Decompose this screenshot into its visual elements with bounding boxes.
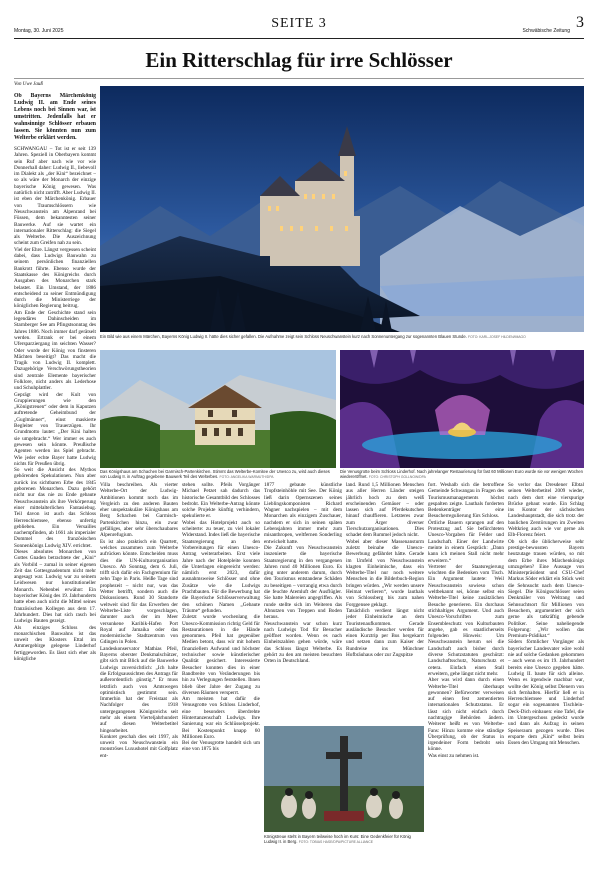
paragraph: So weit die Ansicht des Mythos gehörenden Spekulationen. Nun aber zurück ins sichtbaren Erbe des 1845 geborenen Monarchen. Dazu gehört nicht nur das nie zu Ende gebaute Neuschwanstein als ihre Verkörperung einer mittelalterlichen Fantasiebug. Teil davon ist auch das Schloss Herrenchiemsee, ebenso unfertig geblieben. Ein Versailles nachempfinden, ab 1661 als imperialer Dommel des französischen Sonnenkönigs Ludwig XIV. errichtet.: [14, 467, 96, 549]
title-rule: [14, 78, 584, 79]
page-header: [14, 14, 584, 36]
venusgrotte-caption: [340, 469, 584, 479]
venusgrotte-illustration: [340, 350, 584, 468]
article-column-3: stehen sollte. Pfeils Vorgänger Michael Petzet sah dadurch das historische Gesamtbild des Schlosses bedroht. Ein Welterbe-Antrag könnte solche Projekte künftig verhindern, spekulierte er. Wobei das Hotelprojekt auch so scheiterte: zu teuer, zu viel lokaler Widerstand. Indes ließ die bayerische Staatsregierung an den Vorbereitungen für einen Unesco-Antrag weiterarbeiten. Erst viele Jahre nach der Hotelpleite konnten die Unterlagen eingereicht werden: nämlich erst 2023, dafür ausnahmsweise Schlösser und ohne Zusätze wie die Ludwigs Prachtbauten. Für die Bewerbung hat die Bayerische Schlösserverwaltung den schönen Namen „Gebaute Träume“ gefunden. Zuletzt wurde wochenlang die Unesco-Kommission richtig Geld für Restaurationen in die Hände genommen. Pfeil hat gegenüber Medien betont, dass wir mit hohem finanziellem Aufwand und höchster technischer sowie künstlerischer Qualität gesichert. Interessierte Besucher konnten dies in einer Bandbreite von Veränderungen bis hin zu Verlegungen feststellen. Ihnen blieb über Jahre der Zugang zu diversen Räumen versperrt. Am meisten hat dafür die Venusgrotte von Schloss Linderhof, eine besonders überdrehte Hintertanzenschaft Ludwigs. Ihre Sanierung war ein Schlüsselprojekt. Bei Kostenpunkt: knapp 60 Millionen Euro. Bei der Venusgrotte handelt sich um eine von 1875 bis: [182, 482, 260, 753]
main-photo-caption: [100, 334, 584, 345]
neuschwanstein-photo: [100, 86, 584, 332]
article-title: Ein Ritterschlag für irre Schlösser: [145, 48, 453, 72]
gedenkfeier-caption: [264, 834, 424, 854]
koenigshaus-caption: [100, 469, 336, 479]
koenigshaus-illustration: [100, 350, 336, 468]
neuschwanstein-illustration: [100, 86, 584, 332]
venusgrotte-photo: [340, 350, 584, 468]
paragraph: Geprägt wird der Kult von Gruppierungen wie den „Königstreuen“ oder dem in Kaputzen auftretende Geheimbund der „Guglmänner“, einst maskierte Begleiter von Trauerzügen. Ihr Grundmotto lautet: „Der Kini halten sie umgebracht.“ Wer immer es auch gewesen sein könnte. Preußische Agenten werden ins Spiel gebracht. Wie jeder echte Bayer hatte Ludwig nichts für Preußen übrig.: [14, 391, 96, 467]
article-column-2: Villa beschreiben. Als vierter Welterbe-Ort der Ludwig-Ambitionen kommt noch das im Vergleich zu den anderen Bauten eher unspektakuläre Königshaus am Berg Schachen bei Garmisch-Partenkirchen hinzu, ein zwar gefälliges, aber sehr überschaubares Alpenrefugium. Es ist also praktisch ein Quartett, welches zusammen zum Welterbe aufrücken könnte. Entscheiden muss dies die UN-Kulturorganisation Unesco. Ab Sonntag, dem 6. Juli, trifft sich dafür ein Fachgremium für zehn Tage in Paris. Heiße Tage sind prophezeit – nicht nur, was das Wetter betrifft, sondern auch die Diskussionen. Rund 30 Standorte weltweit sind für das Erwerben der Welterbe-Liste vorgeschlagen, darunter auch der im Meer versunkene Karibik-Hafen Port Royal auf Jamaika oder das modernistische Stadtzentrum von Gdingen in Polen. Landeskonservator Mathias Pfeil, Bayerns oberster Denkmalschützer, gibt sich mit Blick auf die Bauwerke Ludwigs zuversichtlich: „Ich halte die Erfolgsaussichten des Antrags für außerordentlich günstig.“ Er muss letztlich auch von Amtswegen optimistisch gestimmt sein. Immerhin hat der Freistaat als Nachfolger des 1918 untergegangenen Königsreichs seit mehr als einem Vierteljahrhundert auf diesen Welterbetitel hingearbeitet. Konkret geschah dies seit 1997, als unweit von Neuschwanstein ein monströses Luxushotel mit Golfplatz ent-: [100, 482, 178, 759]
article-lead: Ob Bayerns Märchenkönig Ludwig II. am Ende seines Lebens noch bei Sinnen war, ist umstritten. Jedenfalls hat er wahnsinnige Schlösser erbauen lassen. Sie könnten nun zum Welterbe erklärt werden.: [14, 93, 96, 141]
article-column-5: land. Rund 1,5 Millionen Menschen aus aller Herren Länder steigen jährlich hoch zu dem weiß erscheinenden Gemäuer – oder lassen sich auf Pferdekutschen hinauf chauffieren. Letzteres zwar zum Ärger diverser Tierschutzorganisationen. Dies schadet dem Rummel jedoch nicht. Wobei aber dieser Massenansturm zuletzt beinahe die Unesco-Bewerbung gefährdet hätte. Gerade im Umfeld von Neuschwanstein klagten Einheimische, dass ein Welterbe-Titel nur noch weitere Menschen in die Bilderbuch-Region bringen würden. „Wir werden unsere Heimat verlieren“, wurde lauthals von Schlossberg bis zum nahen Forggensee geklagt. Tatsächlich verdient längst nicht jeder Einheimische an dem Touristenaufkommen. Gerade ausländische Besucher werden für einen Kurztrip per Bus hergekarrt und setzen dann zum Kaiser der Rundreise ins Münchner Hofbräuhaus oder zur Zugspitze: [346, 482, 424, 659]
paragraph: SCHWANGAU – Tot ist er seit 139 Jahren. Speziell in Oberbayern kommt sein Ruf aber nach wie vor wie Donnerhall daher: Ludwig II., liebevoll im Dialekt als „der Kini“ bezeichnet – so als wäre der Monarch der einzige bayerische König gewesen. Was natürlich nicht zutrifft. Aber Ludwig II. ist eben der Märchenkönig. Erbauer von Traumschlössern wie Neuschwanstein am Alpenrand bei Füssen, dem bekanntesten seiner Bauwerke. Auf sie wartet ein internationaler Ritterschlag: die Siegel als Welterbe. Die Auszeichnung scheint zum Greifen nah zu sein.: [14, 146, 96, 247]
caption-text: Das Königshaus am Schachen bei Garmisch-Partenkirchen. Stimmt das Welterbe-Komitee der Unesco zu, wird auch dieses von Ludwig II. in Auftrag gegebene Bauwerk Teil des Welterbes.: [100, 469, 330, 479]
koenigshaus-photo: [100, 350, 336, 468]
photo-credit: FOTO: KARL-JOSEF HILDEN/IMAGO: [468, 335, 526, 339]
gedenkfeier-illustration: [264, 726, 424, 832]
newspaper-name: Schwäbische Zeitung: [522, 28, 570, 34]
photo-credit: FOTO: TOBIAS HASE/DPA/PICTURE ALLIANCE: [298, 840, 374, 844]
header-rule: [14, 38, 584, 39]
paragraph: Dieses absolutes Monarchen von Gottes Gnaden betrachtete der „Kini“ als Vorbild – zumal in seiner eigenen Zeit das Gottesgnadentum nicht mehr angesagt war. Ludwig war zu seinem Leidwesen nur konstitutioneller Monarch. Nebenbei erwähnt: Ein bayerischer König des 19. Jahrhunderts hatte eben auch nicht die Mittel seines französischen Kollegen aus dem 17. Jahrhundert. Dies hat sich rasch bei Ludwigs Bauten gezeigt.: [14, 549, 96, 625]
caption-text: Die Venusgrotte beim Schloss Linderhof. Nach jahrelanger Restaurierung für fast 60 Millionen Euro wurde sie vor wenigen Wochen wiedereröffnet.: [340, 469, 583, 479]
photo-credit: FOTO: ANGELIKA WARMUTH/DPA: [219, 475, 274, 479]
gedenkfeier-photo: [264, 726, 424, 832]
photo-credit: FOTO: CHRISTOPH GOLLNOW/DPA: [368, 475, 426, 479]
paragraph: Am Ende der Geschichte stand sein legendäres Dahinscheiden im Starnberger See am Pfingstsonntag des Jahres 1886. Noch immer darf gerätselt werden. Ertrank er bei einem Ufersparziergang im seichten Wasser? Oder wurde der König von finsteren Mächten beseitigt? Das macht die Tragik von Ludwig II. komplett. Dazugehörige Verschwörungstheorien sind zentrale Elemente bayerischer Folklore, nicht anders als Lederhose und Schuhplattler.: [14, 309, 96, 392]
author-line: Von Uwe Jauß: [14, 82, 43, 87]
article-column-7: So verlor das Dresdener Elbtal seinen Welterbetitel 2009 wieder, nach dem dort eine vierspurige Brücke gebaut wurde. Ein Schlag ins Kontor der sächsischen Landeshauptstadt, die sich trotz der baulichen Zerstörungen im Zweiten Weltkrieg auch wie vor gerne als Elb-Florenz feiert. Ob sich die üblicherweise sehr prestige-bewussten Bayern heutzutage trauen würden, so mit dem Erbe ihres Märchenkönigs umzugehen? Eine Aussage von Ministerpräsident und CSU-Chef Markus Söder erklärt ein Stück weit die Sehnsucht nach dem Unesco-Siegel. Die Königsschlösser seien Denkmäler von Weltrang und Sehnsuchtsort für Millionen von Besuchern, argumentiert der sich gerne als tatkräftig gebende Politiker. Seine naheliegende Folgerung: „Wir wollen das Premium-Prädikat.“ Söders förmlicher Vorgänger als bayerischer Landesvater wäre wohl nie auf solche Gedanken gekommen – auch wenn es im 19. Jahrhundert bereits eine Unesco gegeben hätte. Ludwig II. baute für sich alleine. Wenn es irgendwie machbar war, wollte der König selbst Dienern von sich fernhalten. Hierfür ließ er in Herrenchiemsee und Linderhof sogar ein sogenannten Tischlein-Deck-Dich einbauen: eine Tafel, die im Untergeschoss gedeckt wurde und dann als Aufzug in seinen Speiseraum gezogen wurde. Dies ersparte dem „Kini“ selbst beim Essen den Umgang mit Menschen.: [508, 482, 584, 747]
paragraph: Als einziges Schloss des monarchischen Bauwahns ist das unweit des Klosters Ettal im Ammergebirge gelegene Linderhof fertiggeworden. Es lässt sich eher als königliche: [14, 624, 96, 663]
caption-text: Königstreue steht in Bayern teilweise hoch im Kurs: Eine Gedenkfeier für König Ludwig II. in Berg.: [264, 834, 411, 844]
article-column-6: fort. Weshalb sich die betroffene Gemeinde Schwangau in Fragen des Tourismusmanagements höchst gespalten zeigte. Lauthals forderten Bedenkenträger eine Besucherregulierung fürs Schloss. Örtliche Bauern sprangen auf den Protestzug auf. Sie befürchteten Unesco-Vorgaben für Felder und Landschaft. Einer der Landwirte meinte in einem Gespräch: „Dann kann ich meinen Stall nicht mehr erweitern.“ Vertreter der Staatsregierung wischten die Bedenken vom Tisch. Ein Argument lautete: Weil Neuschwanstein sowieso schon weltbekannt sei, könne selbst ein Welterbe-Titel keine zusätzlichen Besuche generieren. Ein durchaus stichhaltiges Argument. Und auch Unesco-Vorschriften zum Ensembleschutz von Kulturbauten angehe, gab es staatlicherseits folgenden Hinweis: Um Neuschwanstein herum sei die Landschaft auch bisher durch diverse Schutzstatuten geschützt: Landschaftsschutz, Naturschutz et cetera. Einfach einen Stall erweitern, gehe längst nicht mehr. Aber was wird dann durch einen Welterbe-Titel überhaupt gewonnen? Befürworter verweisen auf einen fest zementierten internationalen Schutzstatus. Er lässt sich nicht einfach durch nachtragige Behörden ändern. Weiterer heißt es von Welterbe-Fans: Hinzu komme eine ständige Überprüfung, ob der Status in irgendeiner Form bedroht sein könne. Was einst zu nehmen ist.: [428, 482, 504, 759]
page-number: 3: [576, 14, 584, 31]
issue-date: Montag, 30. Juni 2025: [14, 28, 64, 34]
section-title: SEITE 3: [271, 16, 327, 31]
paragraph: Viel der Ehre. Längst vergessen scheint dabei, dass Ludwigs Bauwahn zu seinem persönlichen finanziellen Bankrott führte. Ebenso wurde der Staatskasse des Königreichs durch Ausgaben des Monarchen stark belastet. Ein Umstand, der 1886 entscheidend zu seiner Entmündigung durch die Ministerriege der königlichen Regierung beitrug.: [14, 246, 96, 310]
article-column-1: [14, 93, 96, 863]
article-column-4: 1877 gebaute künstliche Tropfsteinhöhle mit See. Der König ließ darin Opernszenen seines Lieblingskomponisten Richard Wagner nachspielen – mit dem Monarchen als einzigem Zuschauer, nachdem er sich in seinen späten Lebensjahren immer mehr zum misanthropen, weltfernen Sonderling entwickelt hatte. Die Zukunft von Neuschwanstein inszenierte die bayerische Staatsregierung in den vergangenen Jahren rund 40 Millionen Euro. Es ging unter anderem darum, durch den Tourismus entstandene Schäden zu beseitigen – vorrangig etwa durch die feuchte Atemluft der Ausflügler. Sie hatte Malereien angegriffen. Als runde stellte sich im Weiteren das Abnutzen von Treppen und Boden heraus. Neuschwanstein war schon kurz nach Ludwigs Tod für Besucher geöffnet worden. Wenn es nach Einheitszahlen gehen würde, wäre das Schloss längst Welterbe. Es gehört zu den am meisten besuchten Orten in Deutschland.: [264, 482, 342, 665]
caption-text: Ein Bild wie aus einem Märchen, Bayerns König Ludwig II. hätte dies sicher gefallen. Die Aufnahme zeigt sein Schloss Neuschwanstein kurz nach Sonnenuntergang zur sogenannten Blauen Stunde.: [100, 334, 467, 339]
